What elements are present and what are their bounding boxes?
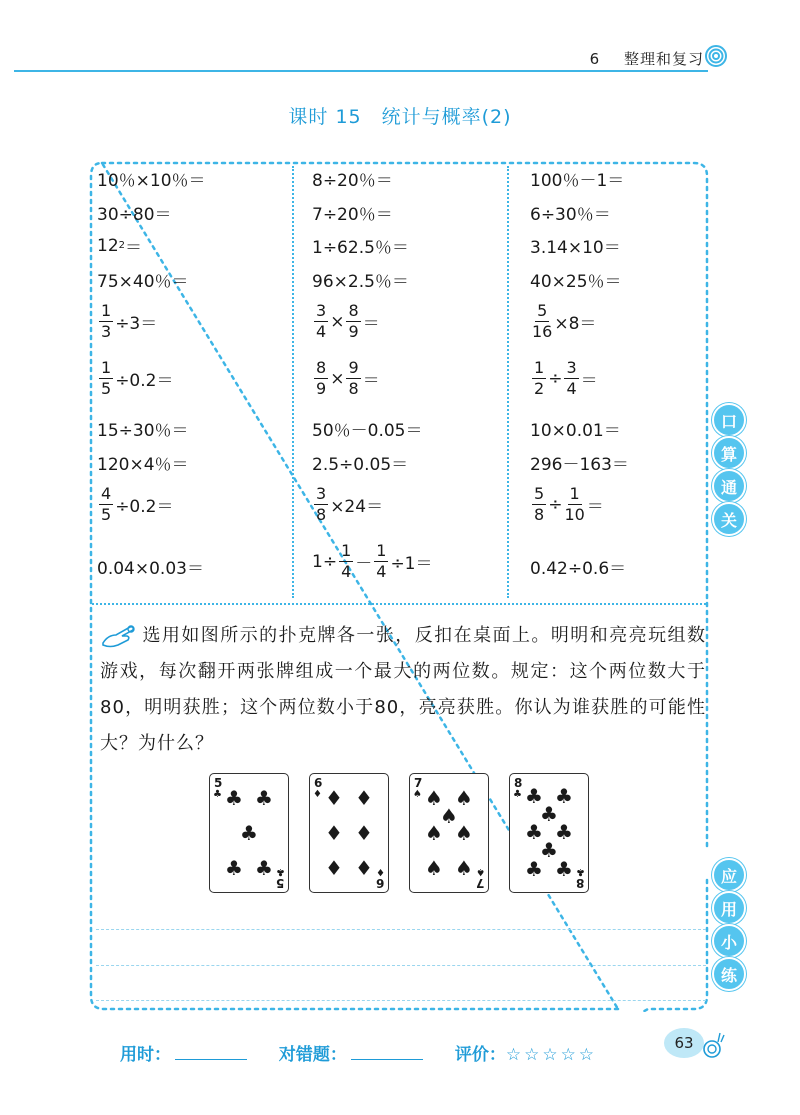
calc-item: $\frac{1}{5}$ ÷0.2＝	[101, 358, 174, 398]
club-icon: ♣	[225, 856, 243, 880]
calc-item: 6÷30％＝	[530, 205, 611, 225]
club-icon: ♣	[540, 802, 558, 826]
fraction: $\frac{1}{4}$	[341, 541, 352, 581]
playing-card-8-clubs: 8 ♣ ♣ ♣ ♣ ♣ ♣ ♣ ♣ ♣ 8 ♣	[509, 773, 589, 893]
calc-item: $\frac{3}{8}$ ×24＝	[316, 484, 384, 524]
fraction: $\frac{8}{9}$	[316, 358, 327, 398]
spade-icon: ♠	[425, 821, 443, 845]
fraction: $\frac{4}{5}$	[101, 484, 112, 524]
spade-icon: ♠	[455, 856, 473, 880]
chapter-number: 6	[589, 50, 601, 68]
side-tab-char: 通	[712, 469, 746, 503]
club-icon: ♣	[225, 786, 243, 810]
diamond-icon: ♦	[355, 856, 373, 880]
problem-text: 选用如图所示的扑克牌各一张，反扣在桌面上。明明和亮亮玩组数游戏，每次翻开两张牌组成一个最大的两位数。规定：这个两位数大于80，明明获胜；这个两位数小于80，亮亮获胜。你认为谁获胜的可能性大？为什么？	[100, 625, 706, 754]
playing-card-7-spades: 7 ♠ ♠ ♠ ♠ ♠ ♠ ♠ ♠ 7 ♠	[409, 773, 489, 893]
calc-item: 10％×10％＝	[97, 171, 206, 191]
page-number: 63	[664, 1028, 704, 1058]
calc-rest: ＝	[125, 238, 143, 258]
footer-bar	[120, 1040, 597, 1065]
errors-label: 对错题：	[278, 1045, 347, 1065]
fraction: $\frac{5}{8}$	[534, 484, 545, 524]
playing-card-6-diamonds: 6 ♦ ♦ ♦ ♦ ♦ ♦ ♦ 6 ♦	[309, 773, 389, 893]
club-icon: ♣	[555, 820, 573, 844]
fraction: $\frac{1}{10}$	[564, 484, 585, 524]
side-tab-char: 应	[712, 858, 746, 892]
fraction: $\frac{3}{4}$	[566, 358, 577, 398]
calc-base: 12	[97, 235, 119, 256]
section-divider	[92, 603, 706, 605]
column-divider	[292, 166, 294, 598]
calc-item: 7÷20％＝	[312, 205, 393, 225]
club-icon: ♣	[255, 786, 273, 810]
spade-icon: ♠	[440, 804, 458, 828]
club-icon: ♣	[525, 857, 543, 881]
header-rule	[14, 70, 708, 72]
word-problem	[100, 618, 706, 762]
pointing-hand-icon	[100, 623, 138, 649]
calc-item: $\frac{1}{2}$ ÷ $\frac{3}{4}$ ＝	[534, 358, 598, 398]
rating-label: 评价：	[454, 1045, 506, 1065]
errors-field[interactable]	[351, 1045, 423, 1060]
calc-item: 1÷ $\frac{1}{4}$ － $\frac{1}{4}$ ÷1＝	[312, 541, 433, 581]
fraction: $\frac{9}{8}$	[348, 358, 359, 398]
diamond-icon: ♦	[325, 856, 343, 880]
spiral-icon	[704, 44, 728, 68]
club-icon: ♣	[540, 838, 558, 862]
calc-item: 100％－1＝	[530, 171, 625, 191]
spade-icon: ♠	[425, 856, 443, 880]
answer-line	[96, 929, 706, 930]
side-tab-char: 练	[712, 957, 746, 991]
calc-item: $\frac{3}{4}$ × $\frac{8}{9}$ ＝	[316, 301, 380, 341]
club-icon: ♣	[240, 821, 258, 845]
answer-line	[96, 965, 706, 966]
calc-item: 0.04×0.03＝	[97, 559, 204, 579]
fraction: $\frac{3}{8}$	[316, 484, 327, 524]
calc-item: $\frac{1}{3}$ ÷3＝	[101, 301, 158, 341]
calc-item: 50％－0.05＝	[312, 421, 423, 441]
side-tab-char: 算	[712, 436, 746, 470]
fraction: $\frac{5}{16}$	[532, 301, 553, 341]
playing-card-5-clubs: 5 ♣ ♣ ♣ ♣ ♣ ♣ 5 ♣	[209, 773, 289, 893]
club-icon: ♣	[525, 820, 543, 844]
calc-item: 10×0.01＝	[530, 421, 621, 441]
calc-item: 8÷20％＝	[312, 171, 393, 191]
fraction: $\frac{3}{4}$	[316, 301, 327, 341]
spade-icon: ♠	[455, 786, 473, 810]
club-icon: ♣	[525, 784, 543, 808]
calc-item: 2.5÷0.05＝	[312, 455, 409, 475]
calc-item: 40×25％＝	[530, 272, 622, 292]
calc-exponent: 2	[118, 240, 126, 251]
chapter-header	[590, 48, 704, 69]
calc-item: 1÷62.5％＝	[312, 238, 409, 258]
fraction: $\frac{8}{9}$	[348, 301, 359, 341]
side-tab-char: 关	[712, 502, 746, 536]
club-icon: ♣	[555, 784, 573, 808]
fraction: $\frac{1}{4}$	[376, 541, 387, 581]
calc-item: 3.14×10＝	[530, 238, 621, 258]
side-tab-char: 口	[712, 403, 746, 437]
calc-item: 120×4％＝	[97, 455, 189, 475]
diamond-icon: ♦	[355, 786, 373, 810]
calc-item: $\frac{8}{9}$ × $\frac{9}{8}$ ＝	[316, 358, 380, 398]
snail-icon	[700, 1030, 726, 1060]
fraction: $\frac{1}{2}$	[534, 358, 545, 398]
club-icon: ♣	[255, 856, 273, 880]
answer-line	[96, 1000, 706, 1001]
calc-item: $\frac{4}{5}$ ÷0.2＝	[101, 484, 174, 524]
fraction: $\frac{1}{3}$	[101, 301, 112, 341]
time-field[interactable]	[175, 1045, 247, 1060]
calc-item: $\frac{5}{8}$ ÷ $\frac{1}{10}$ ＝	[534, 484, 604, 524]
calc-item	[97, 233, 142, 258]
diamond-icon: ♦	[355, 821, 373, 845]
diamond-icon: ♦	[325, 821, 343, 845]
calc-item: 15÷30％＝	[97, 421, 189, 441]
diamond-icon: ♦	[325, 786, 343, 810]
calc-item: 75×40％＝	[97, 272, 189, 292]
column-divider	[507, 166, 509, 598]
chapter-title: 整理和复习	[623, 50, 704, 68]
calc-item: 96×2.5％＝	[312, 272, 409, 292]
club-icon: ♣	[555, 857, 573, 881]
side-tab-char: 小	[712, 924, 746, 958]
lesson-title: 课时 15 统计与概率(2)	[288, 106, 512, 128]
spade-icon: ♠	[425, 786, 443, 810]
side-tab-char: 用	[712, 891, 746, 925]
time-label: 用时：	[120, 1045, 171, 1065]
calc-item: 0.42÷0.6＝	[530, 559, 627, 579]
calc-item: 296－163＝	[530, 455, 629, 475]
calc-item: $\frac{5}{16}$ ×8＝	[532, 301, 597, 341]
fraction: $\frac{1}{5}$	[101, 358, 112, 398]
rating-stars[interactable]: ☆☆☆☆☆	[505, 1045, 598, 1065]
calc-item: 30÷80＝	[97, 205, 172, 225]
spade-icon: ♠	[455, 821, 473, 845]
